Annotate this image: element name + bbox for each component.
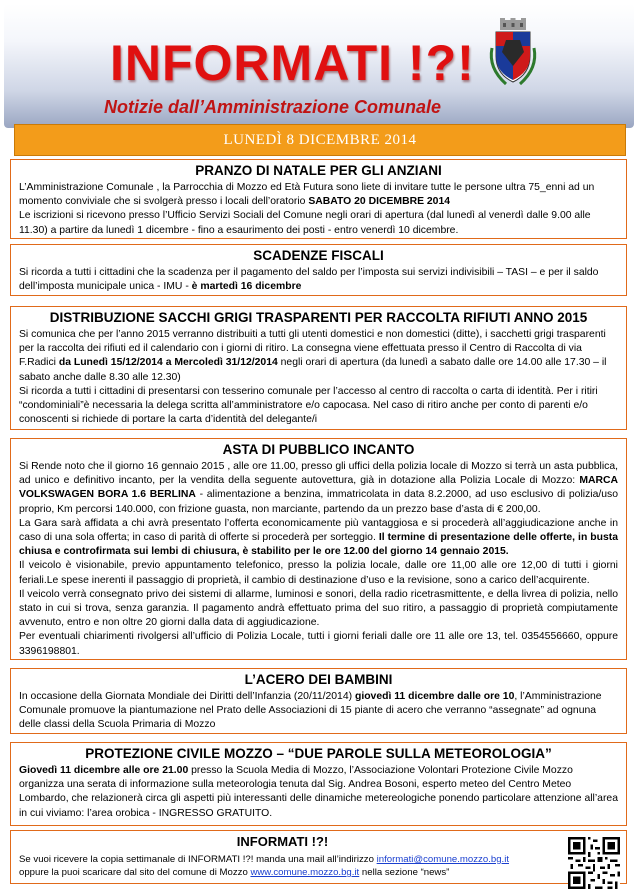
section-protezione [10,742,627,826]
section-text: Il veicolo verrà consegnato privo dei sistemi di allarme, luminosi e sonori, della radio ricetrasmittente, e della livrea di polizia, nello stato in cui si trova, senza garanzia. Il pagamento andrà effettuato prima del suo ritiro, a passaggio di proprietà compiutamente avvenuto, entro e non oltre 20 giorni dalla data di aggiudicazione. [19,588,618,629]
coat-of-arms-icon [486,18,540,88]
section-text: In occasione della Giornata Mondiale dei Diritti dell’Infanzia (20/11/2014) giovedì 11 dicembre dalle ore 10, l’Amministrazione Comunale promuove la piantumazione nel Prato delle Associazioni di 15 piante di acero che verranno “assegnate” ad ognuna delle classi della Scuola Primaria di Mozzo [19,691,602,731]
newsletter-header [4,4,634,128]
section-title: PRANZO DI NATALE PER GLI ANZIANI [195,163,442,178]
section-title: ASTA DI PUBBLICO INCANTO [222,442,415,457]
section-text: Si ricorda a tutti i cittadini che la scadenza per il pagamento del saldo per l’imposta sui servizi indivisibili – TASI – e per il saldo dell’imposta municipale unica - IMU - è martedì 16 dicembre [19,267,599,293]
section-text: Le iscrizioni si ricevono presso l’Ufficio Servizi Sociali del Comune negli orari di apertura (dal lunedì al venerdì dalle 9.00 alle 11.30) a partire da lunedì 1 dicembre - fino a esaurimento dei posti - entro venerdì 10 dicembre. [19,210,591,236]
section-text: La Gara sarà affidata a chi avrà presentato l’offerta economicamente più vantaggiosa e si procederà all’aggiudicazione anche in caso di una sola offerta; in caso di parità di offerte si procederà per sorteggio. Il termine di presentazione delle offerte, in busta chiusa e controfirmata sui lembi di chiusura, è stabilito per le ore 12.00 del giorno 14 gennaio 2015. [19,517,618,558]
section-text: Si ricorda a tutti i cittadini di presentarsi con tesserino comunale per l’accesso al centro di raccolta o carta di identità. Per i ritiri “condominiali”è necessaria la delega scritta all’amministratore e/o capocasa. Nel caso di ritiro anche per conto di parenti e/o conoscenti si richiede di portare la carta d’identità del delegante/i [19,385,598,426]
footer-text: Se vuoi ricevere la copia settimanale di INFORMATI !?! manda una mail all’indirizzo informati@comune.mozzo.bg.it [19,854,509,865]
footer-title: INFORMATI !?! [236,834,329,849]
section-text: Si Rende noto che il giorno 16 gennaio 2015 , alle ore 11.00, presso gli uffici della polizia locale di Mozzo si terrà un asta pubblica, ad unico e definitivo incanto, per la vendita della seguente autovettura, già in dotazione alla Polizia Locale di Mozzo: MARCA VOLKSWAGEN BORA 1.6 BERLINA - alimentazione a benzina, immatricolata in data 8.2.2000, ad uso esclusivo di polizia/uso proprio, Km percorsi 140.000, con frizione guasta, non marciante, partendo da un prezzo base d’asta di € 200,00. [19,461,619,515]
section-title: DISTRIBUZIONE SACCHI GRIGI TRASPARENTI PER RACCOLTA RIFIUTI ANNO 2015 [49,310,588,325]
section-title: SCADENZE FISCALI [253,248,384,263]
email-link[interactable]: informati@comune.mozzo.bg.it [376,854,509,865]
section-title: L’ACERO DEI BAMBINI [244,672,393,687]
footer-box [10,830,627,884]
section-text: Per eventuali chiarimenti rivolgersi all’ufficio di Polizia Locale, tutti i giorni feriali dalle ore 11 alle ore 13, tel. 0354556660, oppure 3396198801. [19,631,618,657]
section-text: L’Amministrazione Comunale , la Parrocchia di Mozzo ed Età Futura sono liete di invitare tutte le persone ultra 75_enni ad un momento conviviale che si svolgerà presso i locali dell’oratorio SABATO 20 DICEMBRE 2014 [19,182,595,208]
section-sacchi [10,306,627,430]
issue-date-bar [14,124,626,156]
footer-text: oppure la puoi scaricare dal sito del comune di Mozzo www.comune.mozzo.bg.it nella sezione “news” [19,867,450,878]
section-text: Il veicolo è visionabile, previo appuntamento telefonico, presso la polizia locale, dalle ore 11,00 alle ore 12,00 di tutti i giorni feriali.Le spese inerenti il passaggio di proprietà, il cambio di destinazione d’uso e la revisione, sono a carico dell’acquirente. [19,560,618,586]
newsletter-subtitle: Notizie dall’Amministrazione Comunale [104,97,442,117]
section-asta [10,438,627,660]
section-pranzo [10,159,627,239]
section-scadenze [10,244,627,296]
section-title: PROTEZIONE CIVILE MOZZO – “DUE PAROLE SULLA METEOROLOGIA” [85,746,552,761]
issue-date: LUNEDÌ 8 DICEMBRE 2014 [223,131,417,148]
section-text: Si comunica che per l’anno 2015 verranno distribuiti a tutti gli utenti domestici e non domestici (ditte), i sacchetti grigi trasparenti per la raccolta dei rifiuti ed il calendario con i giorni di ritiro. La consegna viene effettuata presso il Centro di Raccolta di via F.Radici da Lunedì 15/12/2014 a Mercoledì 31/12/2014 negli orari di apertura (da lunedì a sabato dalle ore 14.00 alle 17.30 – il sabato anche dalle 8.30 alle 12.30) [19,329,607,383]
section-text: Giovedì 11 dicembre alle ore 21.00 presso la Scuola Media di Mozzo, l’Associazione Volontari Protezione Civile Mozzo organizza una serata di informazione sulla meteorologia tenuta dal Sig. Andrea Bosoni, esperto meteo del Centro Meteo Lombardo, che relazionerà circa gli aspetti più interessanti delle dinamiche metereologiche ponendo particolare attenzione all’area in cui viviamo: l’area orobica - INGRESSO GRATUITO. [19,765,618,819]
website-link[interactable]: www.comune.mozzo.bg.it [250,867,360,878]
newsletter-title: INFORMATI !?! [110,35,475,91]
section-acero [10,668,627,734]
qr-code-icon [568,837,620,889]
